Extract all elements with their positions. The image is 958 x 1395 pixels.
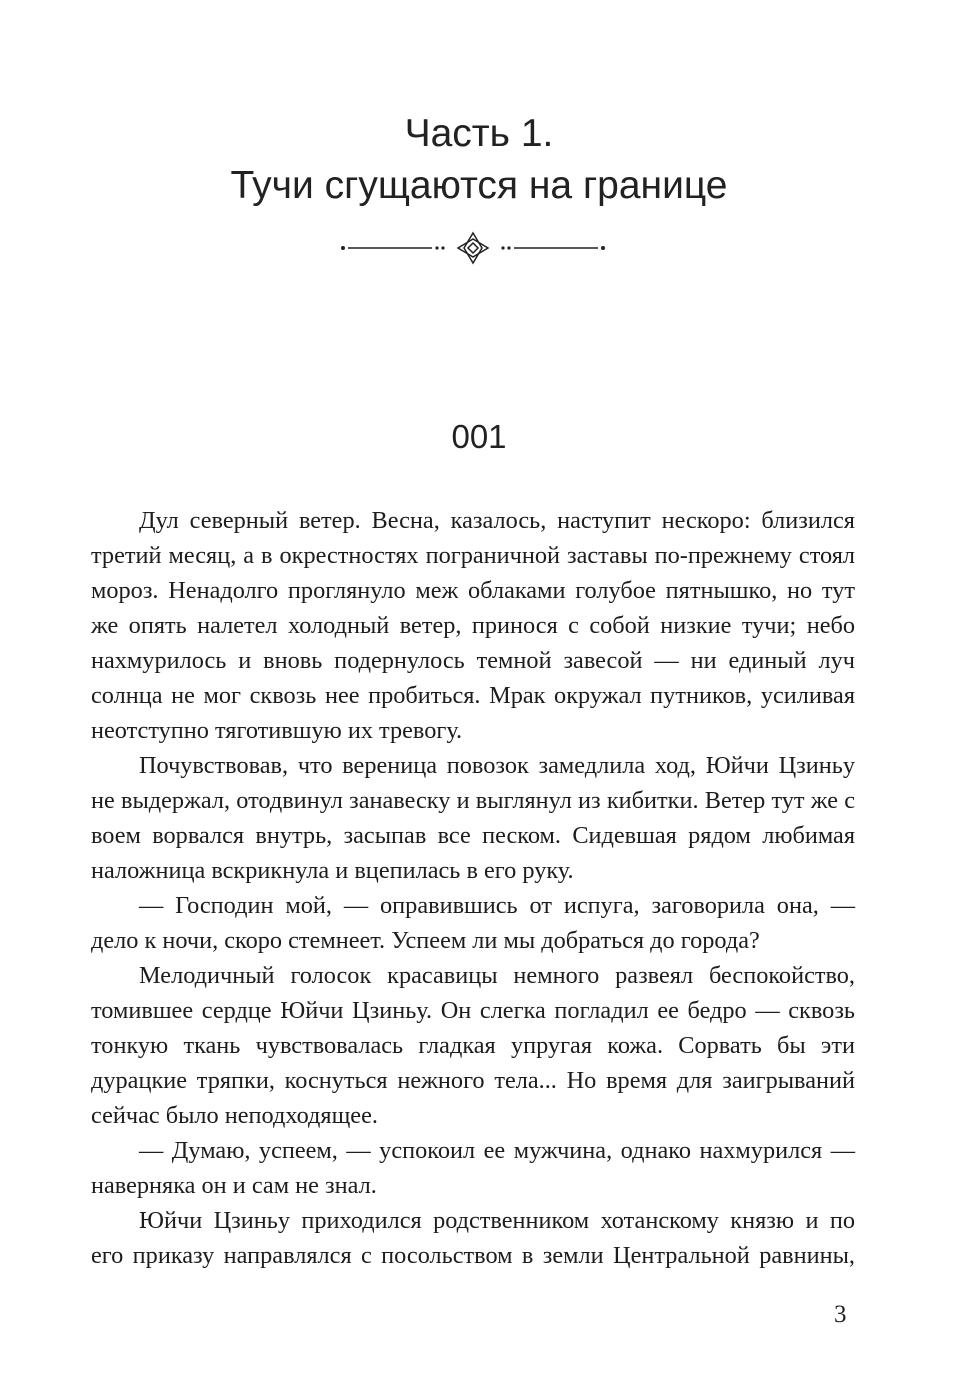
part-title-line-1: Часть 1. (404, 112, 554, 155)
paragraph: Почувствовав, что вереница повозок замедлила ход, Юйчи Цзиньу не выдержал, отодвинул занавеску и выглянул из кибитки. Ветер тут же с воем ворвался внутрь, засыпав все песком. Сидевшая рядом любимая наложница вскрикнула и вцепилась в его руку. (91, 752, 855, 884)
paragraph: Юйчи Цзиньу приходился родственником хотанскому князю и по его приказу направлялся с посольством в земли Центральной равнины, (91, 1207, 855, 1269)
paragraph: — Господин мой, — оправившись от испуга, заговорила она, — дело к ночи, скоро стемнеет. Успеем ли мы добраться до города? (91, 892, 855, 954)
part-title-line-2: Тучи сгущаются на границе (230, 164, 728, 207)
chapter-number: 001 (451, 418, 507, 455)
body-text (91, 503, 855, 1273)
paragraph: Мелодичный голосок красавицы немного развеял беспокойство, томившее сердце Юйчи Цзиньу. Он слегка погладил ее бедро — сквозь тонкую ткань чувствовалась гладкая упругая кожа. Сорвать бы эти дурацкие тряпки, коснуться нежного тела... Но время для заигрываний сейчас было неподходящее. (91, 962, 855, 1129)
ornament-divider-icon (340, 228, 606, 268)
page-number: 3 (834, 1301, 847, 1328)
part-title (0, 108, 958, 212)
paragraph: — Думаю, успеем, — успокоил ее мужчина, однако нахмурился — наверняка он и сам не знал. (91, 1137, 855, 1199)
paragraph: Дул северный ветер. Весна, казалось, наступит нескоро: близился третий месяц, а в окрестностях пограничной заставы по-прежнему стоял мороз. Ненадолго проглянуло меж облаками голубое пятнышко, но тут же опять налетел холодный ветер, принося с собой низкие тучи; небо нахмурилось и вновь подернулось темной завесой — ни единый луч солнца не мог сквозь нее пробиться. Мрак окружал путников, усиливая неотступно тяготившую их тревогу. (91, 507, 855, 744)
